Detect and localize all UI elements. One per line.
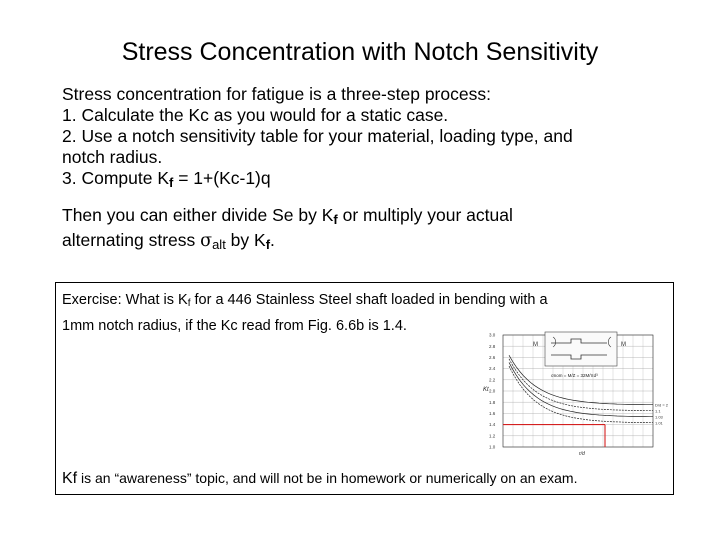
- kt-curve: [509, 359, 653, 411]
- then-a-part1: Then you can either divide Se by K: [62, 205, 334, 225]
- exercise-line-1: [62, 289, 672, 315]
- shaft-diagram-frame: [545, 332, 617, 366]
- intro-line: Stress concentration for fatigue is a three-step process:: [62, 84, 491, 104]
- stress-concentration-figure: [481, 329, 677, 457]
- step-3: [62, 168, 682, 193]
- step-1: 1. Calculate the Kc as you would for a static case.: [62, 105, 449, 125]
- exercise-line-2: 1mm notch radius, if the Kc read from Fig. 6.6b is 1.4.: [62, 318, 407, 334]
- slide-body: [62, 84, 682, 255]
- y-tick-label: 2.0: [489, 388, 496, 394]
- exercise-l1-prefix: Exercise: What is K: [62, 292, 188, 308]
- then-line-a: [62, 205, 682, 230]
- curve-label: 1.03: [655, 414, 663, 420]
- moment-label-left: M: [533, 342, 538, 348]
- y-tick-label: 1.4: [489, 422, 496, 428]
- then-a-subscript: f: [333, 212, 338, 227]
- then-b-subscript: f: [265, 237, 271, 252]
- y-tick-label: 2.2: [489, 377, 496, 383]
- then-a-part2: or multiply your actual: [337, 205, 513, 225]
- step-2-line-a: 2. Use a notch sensitivity table for your material, loading type, and: [62, 126, 573, 146]
- exercise-footer: [62, 468, 577, 489]
- exercise-l1-subscript: f: [187, 298, 191, 309]
- slide-title: Stress Concentration with Notch Sensitivity: [121, 38, 599, 66]
- nominal-stress-formula: σnom = M/Z = 32M/πd³: [551, 373, 598, 378]
- shaft-diagram: [533, 332, 626, 366]
- then-line-b: [62, 230, 682, 255]
- sigma-subscript: alt: [212, 237, 226, 252]
- y-tick-label: 3.0: [489, 332, 496, 338]
- curve-label: 1.01: [655, 420, 663, 426]
- y-tick-label: 1.8: [489, 399, 496, 405]
- y-tick-label: 2.4: [489, 366, 496, 372]
- y-tick-label: 1.0: [489, 444, 496, 450]
- curve-labels: [655, 403, 669, 426]
- curve-label: D/d = 2: [655, 402, 669, 408]
- y-tick-label: 2.8: [489, 343, 496, 349]
- then-b-part1: alternating stress: [62, 230, 201, 250]
- moment-label-right: M: [621, 342, 626, 348]
- step-2-line-b: notch radius.: [62, 147, 163, 167]
- footer-text: is an “awareness” topic, and will not be in homework or numerically on an exam.: [77, 470, 578, 486]
- y-tick-label: 1.6: [489, 411, 496, 416]
- exercise-l1-suffix: for a 446 Stainless Steel shaft loaded in bending with a: [190, 292, 548, 308]
- step-3-subscript: f: [169, 175, 174, 190]
- footer-kf: Kf: [62, 470, 78, 487]
- y-axis-label: Kt: [483, 387, 489, 393]
- then-b-part2: by K: [225, 230, 266, 250]
- step-3-prefix: 3. Compute K: [62, 168, 169, 188]
- x-axis-label: r/d: [579, 451, 585, 457]
- step-3-suffix: = 1+(Kc-1)q: [173, 168, 271, 188]
- then-b-part3: .: [270, 230, 275, 250]
- kt-curve: [509, 362, 653, 416]
- sigma-symbol: σ: [200, 231, 213, 251]
- exercise-box: [55, 282, 674, 495]
- y-tick-label: 1.2: [489, 433, 496, 439]
- y-tick-labels: [489, 333, 496, 450]
- curve-label: 1.1: [655, 408, 661, 414]
- y-tick-label: 2.6: [489, 355, 496, 360]
